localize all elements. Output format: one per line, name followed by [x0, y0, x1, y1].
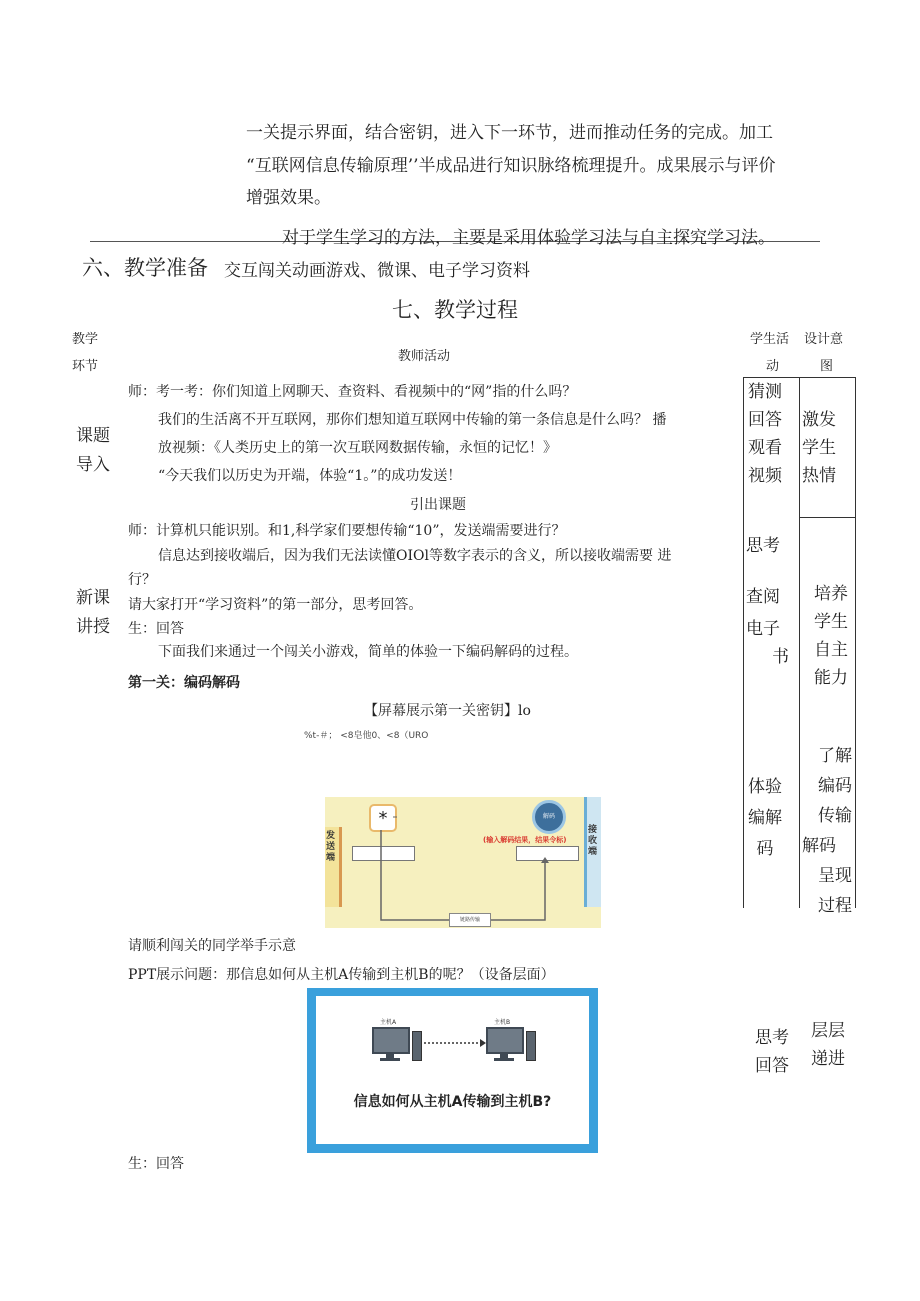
raise-hand-line: 请顺利闯关的同学举手示意: [128, 938, 296, 954]
row2-teacher-line2: 信息达到接收端后，因为我们无法读懂OIOl等数字表示的含义，所以接收端需要 进: [158, 548, 672, 564]
row2-student-exp-3: 码: [756, 839, 774, 859]
row1-teacher-line5: 引出课题: [410, 497, 466, 513]
row2-design-a1: 培养: [814, 584, 848, 604]
row3-design-1: 层层: [811, 1021, 845, 1041]
transmission-path: [325, 797, 601, 928]
intro-line-3: 增强效果。: [246, 188, 331, 208]
row3-student-activity: [750, 1024, 794, 1080]
student-answer-line: 生：回答: [128, 1156, 184, 1172]
row2-design-understand: [802, 741, 856, 921]
receiver-label: 接 收 端: [588, 825, 598, 857]
row1-stage-line1: 课题: [76, 426, 110, 446]
row2-teacher-line6: 下面我们来通过一个闯关小游戏，简单的体验一下编码解码的过程。: [158, 644, 578, 660]
row2-student-lookup-1: 查阅: [746, 587, 780, 607]
host-a-label: 主机A: [380, 1019, 397, 1026]
section6-content: 交互闯关动画游戏、微课、电子学习资料: [224, 261, 530, 281]
encode-decode-figure: [325, 797, 601, 928]
row2-student-exp-2: 编解: [748, 808, 782, 828]
dotted-arrow-icon: [316, 996, 589, 1144]
section7-heading: 七、教学过程: [392, 298, 518, 322]
section6-heading: 六、教学准备: [82, 256, 208, 280]
row1-design-intent: [799, 406, 839, 490]
row2-student-lookup-3: 书: [772, 647, 789, 667]
row2-design-b2: 编码: [818, 776, 852, 796]
row2-design-ability: [809, 580, 853, 692]
row2-level1-title: 第一关：编码解码: [128, 675, 240, 691]
header-teacher: 教师活动: [398, 349, 451, 364]
row1-design-2: 学生: [802, 438, 836, 458]
intro-line-2: “互联网信息传输原理’’半成品进行知识脉络梳理提升。成果展示与评价: [246, 156, 776, 176]
host-transfer-figure: [307, 988, 598, 1153]
row1-design-1: 激发: [802, 410, 836, 430]
row2-design-a2: 学生: [814, 612, 848, 632]
row1-student-1: 猜测: [748, 382, 782, 402]
header-stage-line2: 环节: [72, 359, 99, 374]
row2-design-b3: 传输: [818, 806, 852, 826]
row1-teacher-line1: 师：考一考：你们知道上网聊天、查资料、看视频中的“网”指的什么吗？: [128, 384, 577, 400]
row1-student-4: 视频: [748, 466, 782, 486]
link-label-box: 链路传输: [449, 913, 491, 927]
row1-student-2: 回答: [748, 410, 782, 430]
row2-stage-line1: 新课: [76, 588, 110, 608]
intro-line-1: 一关提示界面，结合密钥，进入下一环节，进而推动任务的完成。加工: [246, 123, 773, 143]
row2-design-a4: 能力: [814, 668, 848, 688]
row1-teacher-line3: 放视频：《人类历史上的第一次互联网数据传输，永恒的记忆！》: [158, 440, 557, 456]
border-row1-design: [799, 517, 856, 518]
row2-stage-line2: 讲授: [76, 617, 110, 637]
decode-badge: 解码: [532, 800, 566, 834]
row2-student-lookup-2: 电子: [746, 619, 780, 639]
row2-design-b4: 解码: [802, 836, 836, 856]
row2-student-experience: [743, 772, 787, 865]
row2-teacher-line1: 师：计算机只能识别。和1,科学家们要想传输“10”，发送端需要进行？: [128, 523, 566, 539]
host-question: 信息如何从主机A传输到主机B?: [353, 1094, 552, 1110]
row2-design-b6: 过程: [818, 896, 852, 916]
slide-inner: [316, 996, 589, 1144]
row2-student-exp-1: 体验: [748, 777, 782, 797]
row2-screen-key: 【屏幕展示第一关密钥】lo: [364, 703, 531, 719]
header-design-line2: 图: [820, 359, 834, 374]
row2-teacher-line4: 请大家打开“学习资料”的第一部分，思考回答。: [128, 597, 423, 613]
row3-design-intent: [806, 1017, 850, 1073]
sender-label: 发 送 端: [326, 831, 336, 863]
row3-student-2: 回答: [755, 1056, 789, 1076]
star-icon: *: [378, 808, 388, 829]
row2-design-b5: 呈现: [818, 866, 852, 886]
row1-stage-line2: 导入: [76, 455, 110, 475]
row2-design-a3: 自主: [814, 640, 848, 660]
host-b-label: 主机B: [494, 1019, 511, 1026]
header-student-line1: 学生活: [750, 332, 790, 347]
row3-student-1: 思考: [755, 1028, 789, 1048]
row2-student-think: 思考: [746, 536, 780, 556]
row1-student-3: 观看: [748, 438, 782, 458]
header-design-line1: 设计意: [804, 332, 844, 347]
row1-teacher-line2: 我们的生活离不开互联网，那你们想知道互联网中传输的第一条信息是什么吗？ 播: [158, 412, 667, 428]
header-stage-line1: 教学: [72, 332, 99, 347]
header-student-line2: 动: [766, 359, 780, 374]
row1-teacher-line4: “今天我们以历史为开端，体验“1。”的成功发送！: [158, 468, 462, 484]
ppt-question-line: PPT展示问题：那信息如何从主机A传输到主机B的呢？（设备层面）: [128, 967, 555, 983]
row1-student-activity: [743, 378, 787, 490]
row2-teacher-line5: 生：回答: [128, 621, 184, 637]
intro-line-4: 对于学生学习的方法，主要是采用体验学习法与自主探究学习法。: [282, 228, 775, 248]
row3-design-2: 递进: [811, 1049, 845, 1069]
row2-teacher-line3: 行？: [128, 572, 156, 588]
decode-hint: (输入解码结果，结果令标): [483, 836, 567, 844]
row2-design-b1: 了解: [818, 746, 852, 766]
row1-design-3: 热情: [802, 466, 836, 486]
row2-garbled-key: %t-＃； <8皂他0、<8（URO: [304, 731, 429, 741]
